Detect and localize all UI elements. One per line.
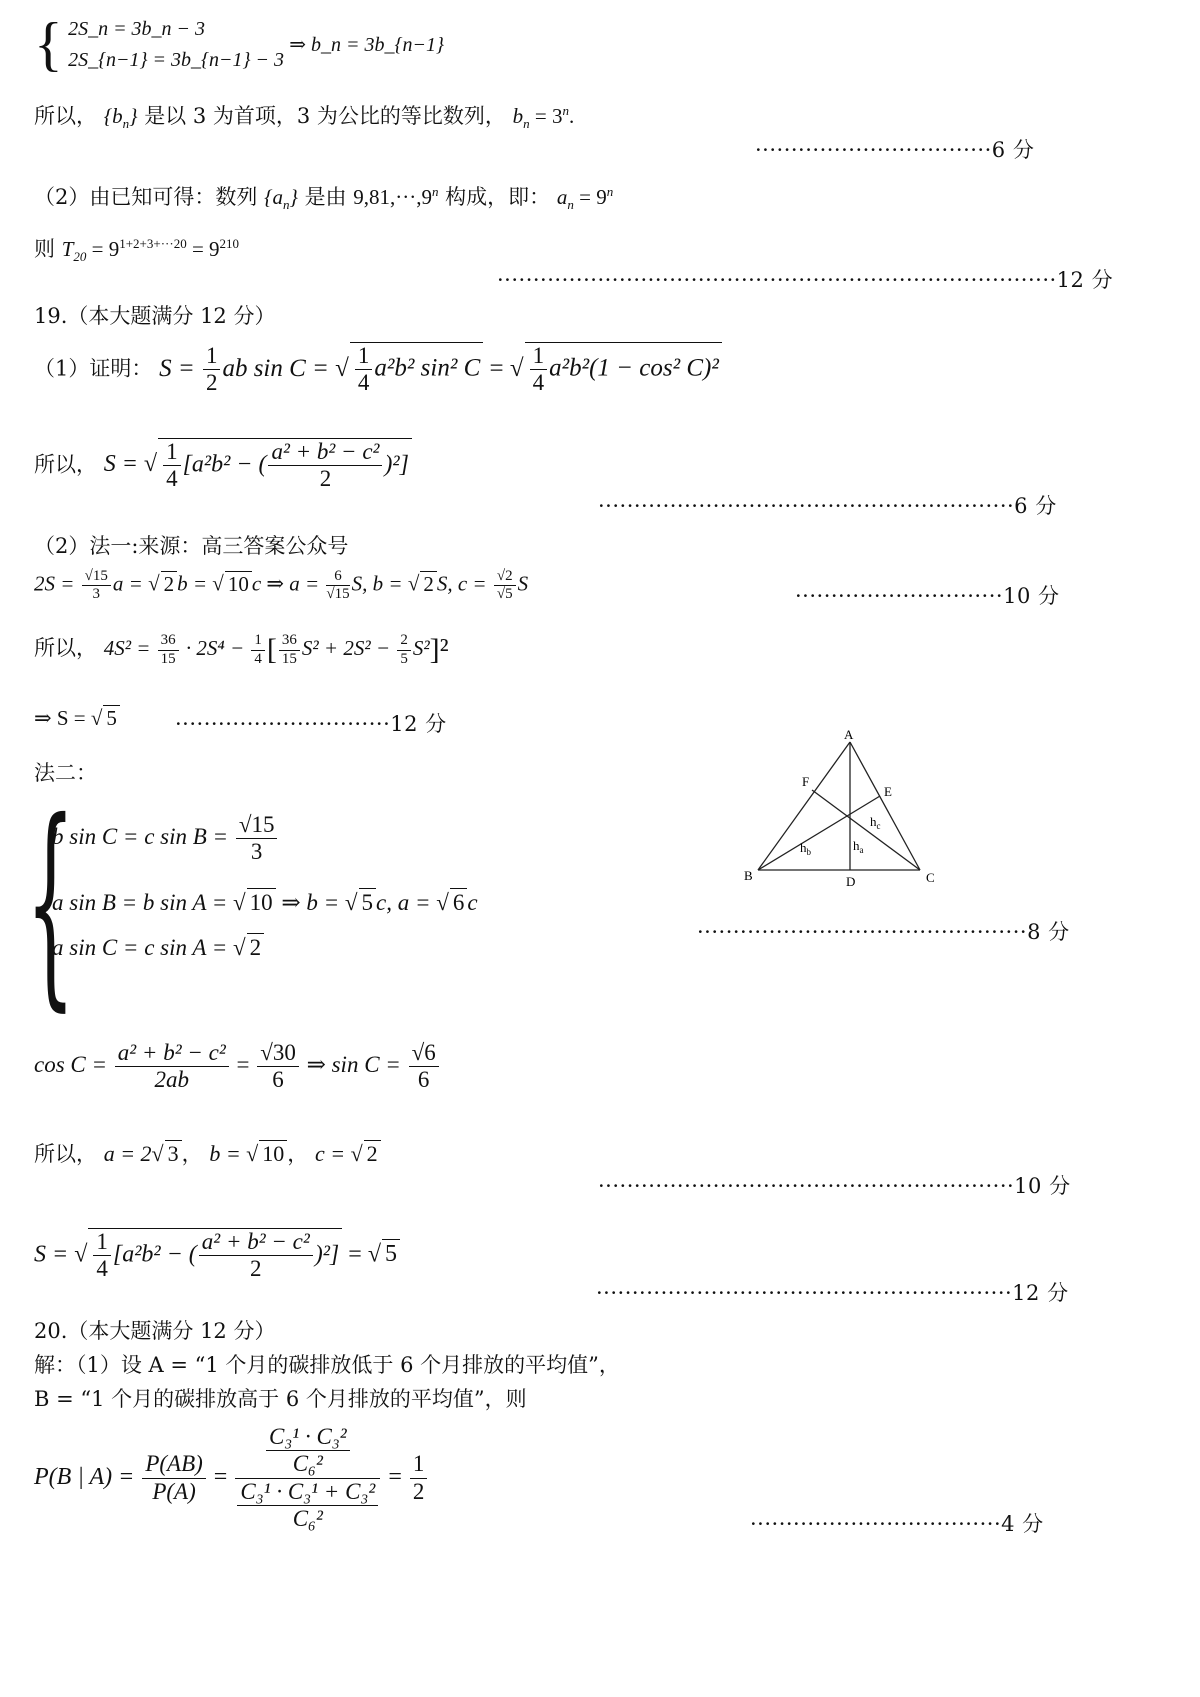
set-bn-close: }	[129, 104, 138, 128]
final-quarter-num: 1	[93, 1229, 111, 1256]
part1-conclusion	[34, 103, 574, 132]
quarter-den-2: 4	[532, 370, 545, 396]
quarter-num-2: 1	[530, 343, 548, 370]
prob-top-den: C₆²	[292, 1451, 323, 1477]
m2-line-2: a sin B = b sin A = √ 10 ⇒ b = √ 5 c, a = √ 6 c	[52, 890, 478, 915]
cos-num: a² + b² − c²	[115, 1040, 229, 1067]
conditional-probability	[34, 1424, 429, 1533]
m1b-lhs: 4S² =	[103, 635, 156, 660]
final-area: S = √ $\frac{1}{4}$ [a²b² − ( $\frac{\text{a² + b² − c²}}{2}$ )²] = √ 5	[34, 1228, 400, 1283]
val-a-rad: 3	[165, 1140, 182, 1167]
T20-exp2: 210	[219, 236, 240, 251]
score-8: ··············································8 分	[697, 920, 1070, 944]
label-hc: $h_c$	[870, 814, 881, 831]
cosC-equation: cos C = $\frac{\text{a² + b² − c²}}{2ab}$ = $\frac{√30}{6}$ ⇒ sin C = $\frac{√6}{6}$	[34, 1040, 441, 1094]
m1c-r5: 5	[103, 705, 120, 731]
final-eq: =	[342, 1241, 368, 1268]
m1-d3: 3	[92, 586, 101, 603]
sin-d6: 6	[417, 1067, 430, 1093]
prob-lhs: P(B | A) =	[34, 1463, 141, 1490]
m1b-m2: S² + 2S² −	[301, 635, 396, 660]
vals-sep2: ，	[287, 1142, 309, 1166]
altitude-BE	[758, 796, 880, 870]
m1b-mid: · 2S⁴ −	[180, 635, 250, 660]
m1-r2: 2	[161, 571, 178, 597]
bn-formula-sub: n	[523, 116, 530, 132]
method2-label: 法二：	[34, 761, 97, 785]
method1-relations: 2S = $\frac{√15}{3}$ a = √ 2 b = √ 10 c ⇒ a = $\frac{6}{√15}$ S, b = √ 2 S, c = $\frac{√2}{√5}$ S	[34, 568, 529, 603]
m2-l3r: 2	[247, 933, 265, 962]
m1b-n2: 2	[397, 632, 411, 650]
result-S: S =	[103, 451, 144, 478]
score-4: ···································4 分	[750, 1512, 1044, 1536]
m1-lhs: 2S =	[34, 571, 80, 596]
sin-r6: 6	[424, 1040, 436, 1065]
prob-n1: P(AB)	[142, 1451, 205, 1478]
m1b-rb: ]²	[429, 633, 449, 666]
m1-s-c: S, c =	[436, 571, 492, 596]
conclusion-prefix: 所以，	[34, 104, 97, 128]
result-prefix: 所以，	[34, 452, 97, 477]
m1b-n1: 1	[251, 632, 265, 650]
recurrence-system	[34, 11, 445, 77]
q19-part1-result: 所以， S = √ $\frac{1}{4}$ [a²b² − ( $\frac{\text{a² + b² − c²}}{2}$ )²]	[34, 438, 412, 493]
m1b-d15: 15	[160, 650, 176, 667]
cos-den: 2ab	[154, 1067, 189, 1093]
prob-eq2: =	[382, 1463, 408, 1490]
T20-exp1: 1+2+3+···20	[119, 236, 187, 251]
m1-a-eq: a =	[112, 571, 149, 596]
score-12-b: ······························12 分	[175, 712, 447, 736]
m1b-n36b: 36	[279, 632, 300, 650]
bn-formula-end: .	[568, 104, 575, 128]
quarter-num-1: 1	[355, 343, 373, 370]
score-12-a: ··············································································12 分	[497, 268, 1114, 292]
seq-an: {a	[264, 185, 283, 209]
quarter-den-1: 4	[357, 370, 370, 396]
cos-eq: =	[230, 1052, 256, 1078]
m2-l2b: ⇒ b =	[275, 890, 345, 915]
an-formula-sub: n	[567, 197, 574, 213]
q19-title: 19.（本大题满分 12 分）	[34, 304, 276, 328]
triangle-figure	[740, 730, 970, 910]
m1-r10: 10	[225, 571, 252, 597]
m2-l1a: b sin C = c sin B =	[52, 824, 234, 850]
m2-line-3: a sin C = c sin A = √ 2	[52, 933, 264, 962]
system-eq-2: 2S_{n−1} = 3b_{n−1} − 3	[68, 49, 285, 72]
m2-l1d: 3	[250, 839, 263, 865]
T20-eq: = 9	[86, 237, 120, 261]
val-a: a = 2	[103, 1141, 152, 1166]
m1c-text: ⇒ S =	[34, 706, 91, 730]
altitude-CF	[812, 790, 920, 870]
m2-l2c: c, a =	[376, 890, 437, 915]
method1-result: ⇒ S = √ 5	[34, 705, 120, 731]
m1-r2b: 2	[420, 571, 437, 597]
m2-l3a: a sin C = c sin A =	[52, 935, 233, 960]
final-S: S =	[34, 1241, 75, 1268]
result-quarter-den: 4	[166, 466, 178, 492]
m1-r15: 15	[92, 568, 108, 584]
final-inner-b: )²]	[314, 1241, 340, 1268]
m1-b-eq: b =	[177, 571, 213, 596]
m1b-d15b: 15	[281, 650, 297, 667]
m1-c-imp: c ⇒ a =	[251, 571, 325, 596]
m1b-d4: 4	[254, 650, 262, 667]
point-D: D	[846, 874, 856, 889]
seq-list-sup: n	[431, 184, 439, 199]
bn-formula: b	[512, 104, 524, 128]
final-quarter-den: 4	[96, 1256, 108, 1282]
seq-list: 9,81,···,9	[353, 185, 432, 209]
prob-rn: 1	[410, 1451, 428, 1478]
final-frac-num: a² + b² − c²	[199, 1229, 313, 1256]
system-brace: {	[34, 11, 63, 77]
val-b-rad: 10	[259, 1140, 287, 1167]
vertex-C: C	[926, 870, 935, 885]
m2-l2r5: 5	[359, 888, 377, 917]
cos-lhs: cos C =	[34, 1052, 113, 1078]
proof-absin: ab sin C =	[222, 354, 336, 382]
m1b-lb: [	[266, 633, 277, 666]
method2-brace: {	[26, 774, 75, 1030]
score-10-b: ··························································10 分	[598, 1174, 1071, 1198]
part2-sequence	[34, 184, 613, 213]
m1b-prefix: 所以，	[34, 635, 97, 660]
part2-label: （2）由已知可得：数列	[34, 185, 258, 209]
half-num: 1	[203, 343, 221, 370]
bn-formula-sup: n	[562, 103, 569, 118]
m2-l2r: 10	[247, 888, 276, 917]
score-10-a: ·····························10 分	[795, 584, 1060, 608]
val-c: c =	[314, 1141, 351, 1166]
m1-s-b: S, b =	[351, 571, 408, 596]
final-frac-den: 2	[250, 1256, 262, 1282]
val-b: b =	[209, 1141, 247, 1166]
method1-equation	[34, 632, 449, 668]
system-eq-1: 2S_n = 3b_n − 3	[68, 18, 206, 41]
prob-d1: P(A)	[152, 1478, 196, 1504]
m1-s-end: S	[517, 571, 529, 596]
proof-eq: =	[483, 354, 510, 382]
system-result: ⇒ b_n = 3b_{n−1}	[289, 34, 445, 57]
prob-eq: =	[207, 1463, 234, 1490]
an-formula: a	[556, 185, 568, 209]
cos-r30: 30	[272, 1040, 296, 1065]
score-6-a: ·································6 分	[755, 138, 1035, 162]
m2-l2a: a sin B = b sin A =	[52, 890, 233, 915]
m1b-m3: S²	[412, 635, 430, 660]
final-inner-a: [a²b² − (	[112, 1241, 197, 1268]
half-den: 2	[205, 370, 218, 396]
m2-l1n: 15	[251, 812, 275, 837]
m1b-n36: 36	[158, 632, 179, 650]
cos-d6: 6	[272, 1067, 284, 1093]
score-12-c: ··························································12 分	[596, 1281, 1069, 1305]
set-bn-sub: n	[122, 116, 130, 132]
side-values: 所以， a = 2√ 3 ， b = √ 10 ， c = √ 2	[34, 1140, 381, 1167]
seq-an-sub: n	[282, 197, 290, 213]
vertex-A: A	[844, 730, 854, 742]
m2-l2d: c	[467, 890, 478, 915]
prob-bot-den: C₆²	[292, 1506, 323, 1532]
q20-title: 20.（本大题满分 12 分）	[34, 1319, 276, 1343]
score-6-b: ··························································6 分	[598, 494, 1057, 518]
proof-S: S =	[159, 354, 201, 382]
proof-label: （1）证明：	[34, 356, 153, 381]
m2-line-1: b sin C = c sin B = $\frac{√15}{3}$	[52, 812, 279, 866]
vertex-B: B	[744, 868, 753, 883]
bn-formula-eq: = 3	[529, 104, 563, 128]
part2-tail: 构成，即：	[445, 185, 551, 209]
point-F: F	[802, 774, 810, 789]
m1-r2c: 2	[505, 568, 513, 584]
final-r5: 5	[382, 1239, 400, 1269]
T20-sub: 20	[73, 249, 87, 265]
result-inner-b: )²]	[384, 451, 409, 478]
result-frac-den: 2	[319, 466, 332, 492]
cos-imp: ⇒ sin C =	[300, 1052, 407, 1078]
part2-mid: 是由	[304, 185, 347, 209]
q20-line-1: 解：（1）设 A = “1 个月的碳排放低于 6 个月排放的平均值”，	[34, 1353, 620, 1377]
m1b-d5: 5	[400, 650, 408, 667]
an-formula-sup: n	[606, 184, 614, 199]
T20: T	[61, 237, 74, 261]
result-inner-a: [a²b² − (	[182, 451, 267, 478]
T20-eq2: = 9	[186, 237, 220, 261]
m2-l2r6: 6	[450, 888, 468, 917]
q19-part1-proof: （1）证明： S = $\frac{1}{2}$ ab sin C = √ $\frac{1}{4}$ a²b² sin² C = √ $\frac{1}{4}$ a²b²(1 − cos² C)²	[34, 342, 722, 397]
result-quarter-num: 1	[163, 439, 181, 466]
result-frac-num: a² + b² − c²	[268, 439, 382, 466]
label-ha: $h_a$	[853, 838, 864, 855]
m1-r15b: 15	[334, 586, 350, 603]
val-c-rad: 2	[364, 1140, 381, 1167]
vals-sep1: ，	[181, 1142, 203, 1166]
an-formula-eq: = 9	[573, 185, 607, 209]
prob-rd: 2	[412, 1478, 425, 1504]
product-prefix: 则	[34, 237, 62, 261]
q20-line-2: B = “1 个月的碳排放高于 6 个月排放的平均值”，则	[34, 1387, 527, 1411]
m1-r5: 5	[505, 586, 513, 603]
label-hb: $h_b$	[800, 840, 811, 857]
seq-an-close: }	[289, 185, 298, 209]
proof-rad2: a²b²(1 − cos² C)²	[549, 354, 719, 382]
prob-top-num: C₃¹ · C₃²	[266, 1424, 350, 1451]
vals-prefix: 所以，	[34, 1142, 97, 1166]
proof-rad1: a²b² sin² C	[374, 354, 481, 382]
prob-bot-num: C₃¹ · C₃¹ + C₃²	[237, 1479, 378, 1506]
m1-n6: 6	[326, 568, 349, 586]
q19-part2-label: （2）法一:来源：高三答案公众号	[34, 534, 349, 558]
part2-product	[34, 236, 239, 265]
set-bn: {b	[103, 104, 123, 128]
point-E: E	[884, 784, 892, 799]
conclusion-text: 是以 3 为首项，3 为公比的等比数列，	[144, 104, 506, 128]
